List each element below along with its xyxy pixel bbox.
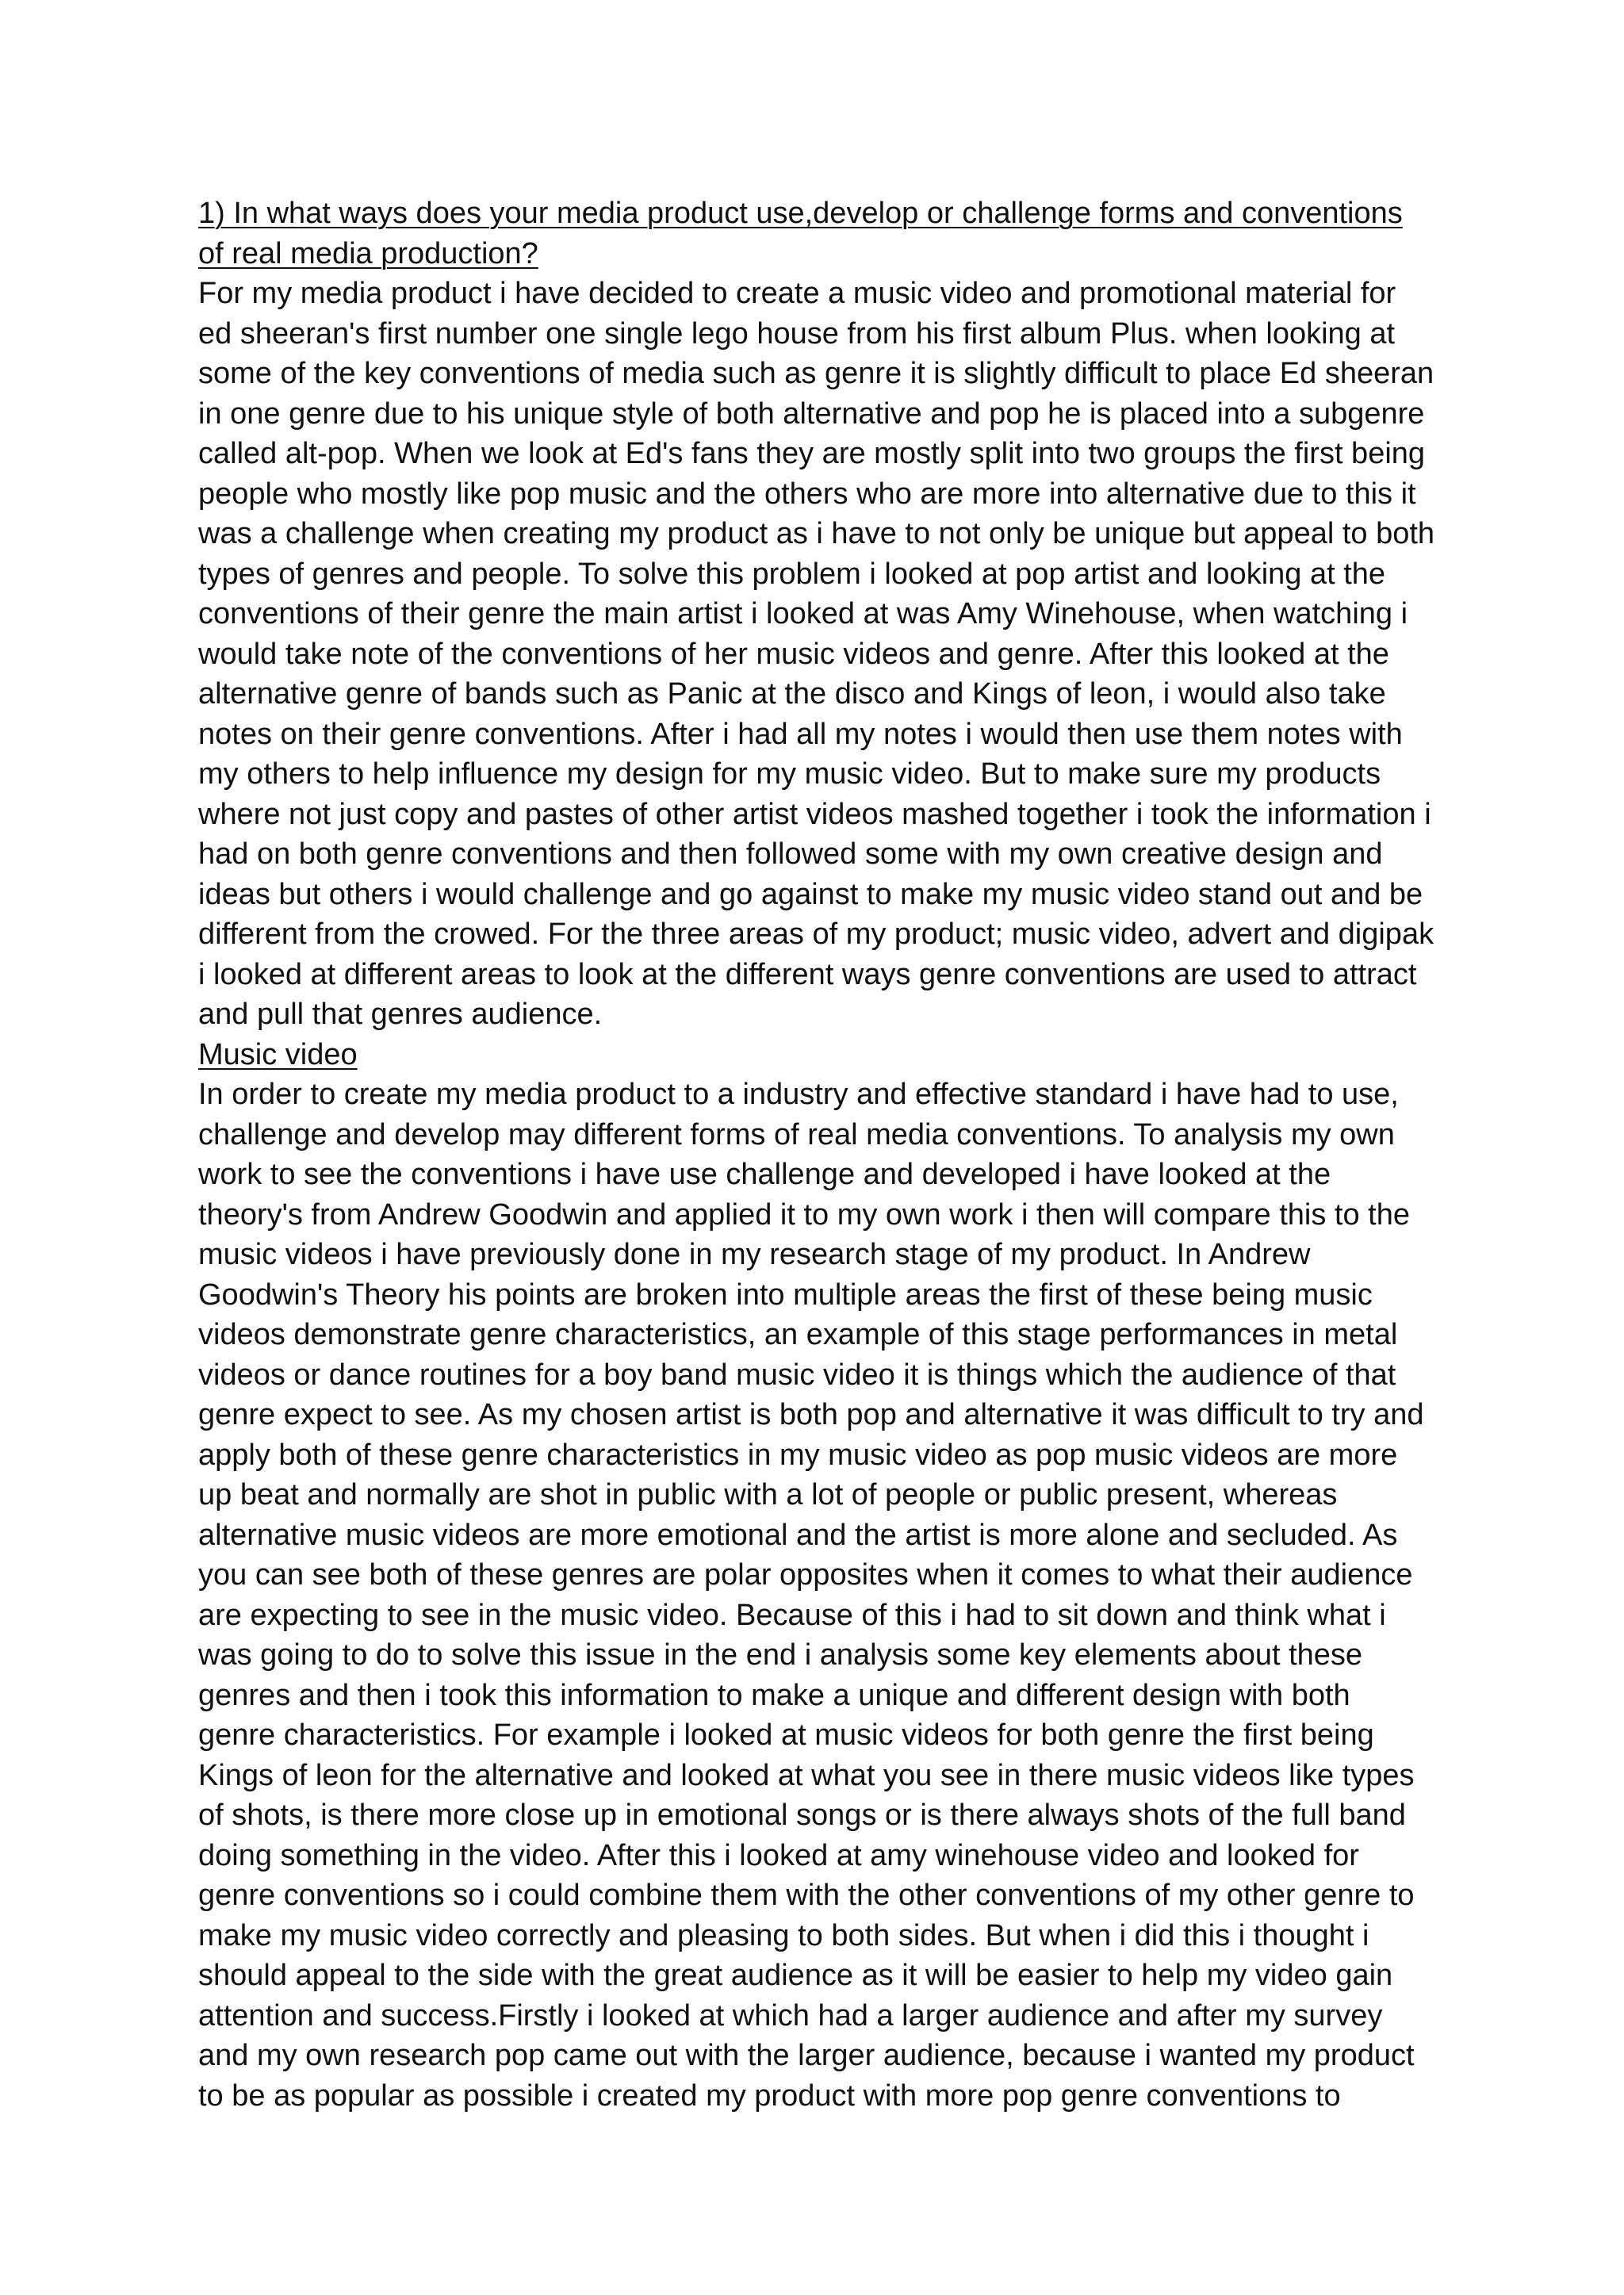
paragraph-line: alternative genre of bands such as Panic at the disco and Kings of leon, i would also take	[198, 677, 1386, 711]
paragraph-line: some of the key conventions of media such as genre it is slightly difficult to place Ed sheeran	[198, 357, 1434, 390]
paragraph-line: videos or dance routines for a boy band music video it is things which the audience of that	[198, 1358, 1396, 1392]
paragraph-line: in one genre due to his unique style of both alternative and pop he is placed into a subgenre	[198, 397, 1425, 431]
paragraph-line: For my media product i have decided to create a music video and promotional material for	[198, 277, 1396, 310]
paragraph-line: genre conventions so i could combine them with the other conventions of my other genre to	[198, 1879, 1415, 1912]
paragraph-line: called alt-pop. When we look at Ed's fans they are mostly split into two groups the first being	[198, 437, 1426, 470]
paragraph-line: genre expect to see. As my chosen artist is both pop and alternative it was difficult to try and	[198, 1398, 1424, 1431]
paragraph-line: Kings of leon for the alternative and looked at what you see in there music videos like types	[198, 1758, 1415, 1792]
paragraph-line: and my own research pop came out with the larger audience, because i wanted my product	[198, 2039, 1415, 2072]
section-heading-music-video: Music video	[198, 1037, 358, 1071]
paragraph-line: my others to help influence my design for my music video. But to make sure my products	[198, 757, 1381, 791]
paragraph-line: challenge and develop may different forms of real media conventions. To analysis my own	[198, 1117, 1395, 1151]
paragraph-line: up beat and normally are shot in public with a lot of people or public present, whereas	[198, 1478, 1338, 1511]
paragraph-line: genre characteristics. For example i looked at music videos for both genre the first being	[198, 1718, 1374, 1752]
paragraph-line: had on both genre conventions and then followed some with my own creative design and	[198, 837, 1383, 871]
question-line-1: 1) In what ways does your media product use,develop or challenge forms and conventions	[198, 197, 1403, 230]
paragraph-line: was a challenge when creating my product as i have to not only be unique but appeal to both	[198, 517, 1435, 550]
paragraph-line: music videos i have previously done in my research stage of my product. In Andrew	[198, 1238, 1311, 1271]
paragraph-line: of shots, is there more close up in emotional songs or is there always shots of the full band	[198, 1799, 1406, 1832]
paragraph-line: where not just copy and pastes of other artist videos mashed together i took the information i	[198, 797, 1431, 831]
paragraph-line: different from the crowed. For the three areas of my product; music video, advert and digipak	[198, 918, 1434, 951]
paragraph-line: ideas but others i would challenge and go against to make my music video stand out and be	[198, 877, 1423, 911]
paragraph-line: attention and success.Firstly i looked at which had a larger audience and after my survey	[198, 1998, 1383, 2033]
question-heading	[198, 193, 1451, 274]
paragraph-line: videos demonstrate genre characteristics, an example of this stage performances in metal	[198, 1318, 1398, 1351]
paragraph-line: people who mostly like pop music and the others who are more into alternative due to this it	[198, 477, 1416, 511]
document-body	[198, 193, 1451, 2116]
paragraph-line: make my music video correctly and pleasing to both sides. But when i did this i thought i	[198, 1918, 1369, 1952]
question-line-2: of real media production?	[198, 236, 538, 270]
paragraph-line: you can see both of these genres are polar opposites when it comes to what their audience	[198, 1558, 1413, 1592]
paragraph-line: are expecting to see in the music video. Because of this i had to sit down and think what i	[198, 1598, 1386, 1632]
paragraph-line: In order to create my media product to a industry and effective standard i have had to use,	[198, 1078, 1399, 1111]
paragraph-line: to be as popular as possible i created my product with more pop genre conventions to	[198, 2079, 1341, 2113]
paragraph-line: alternative music videos are more emotional and the artist is more alone and secluded. As	[198, 1518, 1398, 1552]
paragraph-line: types of genres and people. To solve this problem i looked at pop artist and looking at the	[198, 557, 1386, 591]
paragraph-line: should appeal to the side with the great audience as it will be easier to help my video gain	[198, 1959, 1393, 1992]
paragraph-line: notes on their genre conventions. After i had all my notes i would then use them notes with	[198, 717, 1403, 751]
paragraph-line: conventions of their genre the main artist i looked at was Amy Winehouse, when watching i	[198, 597, 1408, 630]
paragraph-line: ed sheeran's first number one single lego house from his first album Plus. when looking at	[198, 316, 1396, 351]
paragraph-line: i looked at different areas to look at the different ways genre conventions are used to attract	[198, 957, 1417, 991]
paragraph-line: would take note of the conventions of her music videos and genre. After this looked at the	[198, 637, 1389, 671]
paragraph-line: theory's from Andrew Goodwin and applied it to my own work i then will compare this to the	[198, 1197, 1410, 1232]
music-video-paragraph	[198, 1075, 1451, 2116]
paragraph-line: genres and then i took this information to make a unique and different design with both	[198, 1678, 1350, 1712]
paragraph-line: work to see the conventions i have use challenge and developed i have looked at the	[198, 1158, 1331, 1191]
paragraph-line: and pull that genres audience.	[198, 998, 603, 1031]
paragraph-line: doing something in the video. After this i looked at amy winehouse video and looked for	[198, 1838, 1359, 1872]
paragraph-line: apply both of these genre characteristics in my music video as pop music videos are more	[198, 1438, 1398, 1472]
paragraph-line: was going to do to solve this issue in the end i analysis some key elements about these	[198, 1638, 1363, 1672]
intro-paragraph	[198, 274, 1451, 1035]
paragraph-line: Goodwin's Theory his points are broken into multiple areas the first of these being music	[198, 1278, 1373, 1312]
